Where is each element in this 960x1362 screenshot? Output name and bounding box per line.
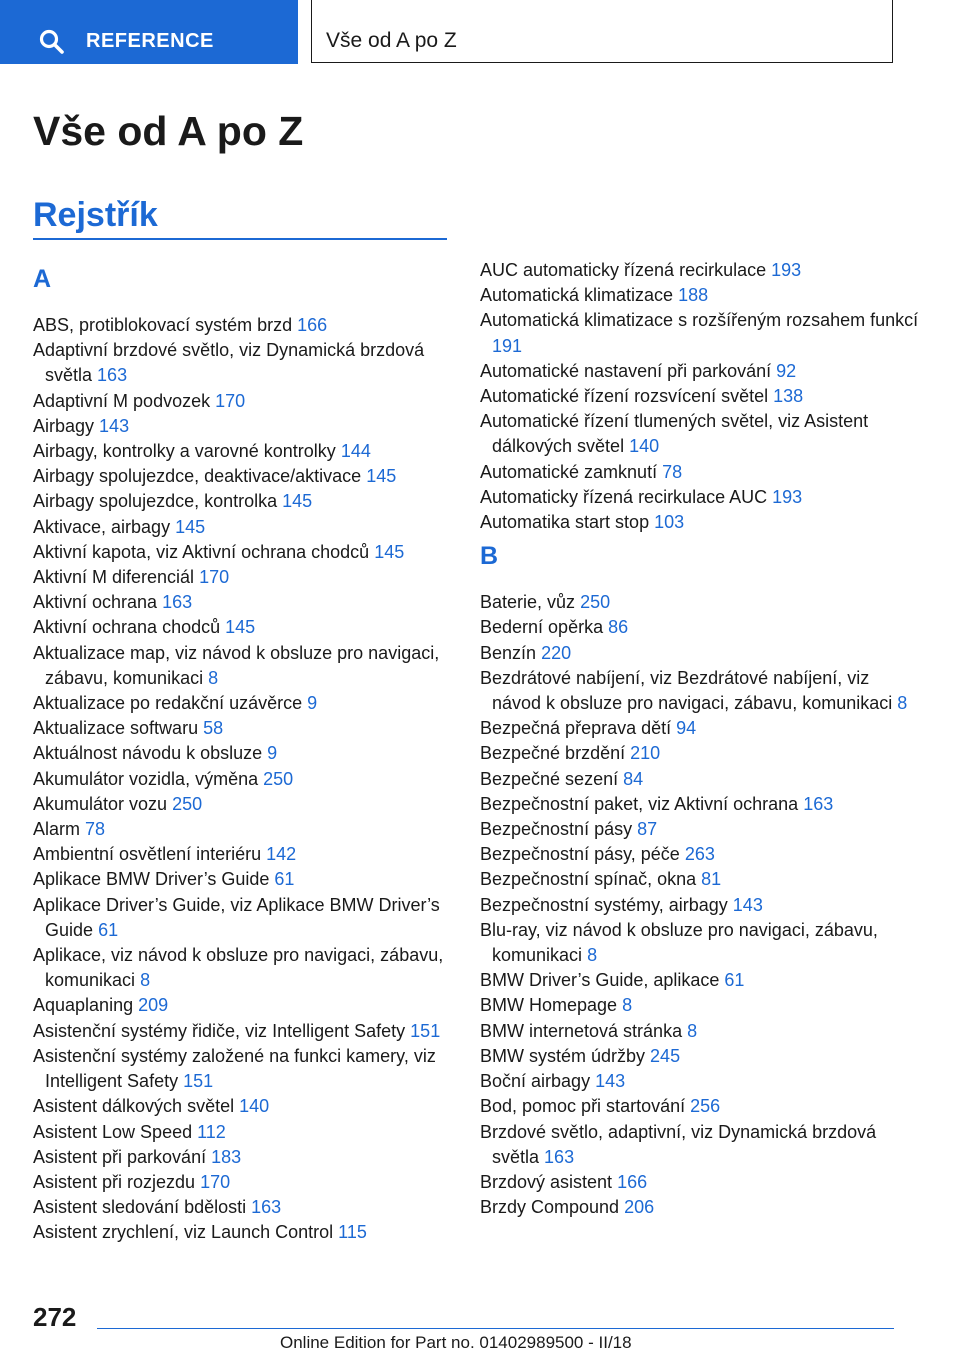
index-entry-text: Baterie, vůz xyxy=(480,592,576,613)
index-entry xyxy=(480,893,920,918)
index-entry xyxy=(480,1195,920,1220)
index-page-link[interactable]: 256 xyxy=(690,1096,721,1117)
index-page-link[interactable]: 8 xyxy=(587,945,598,966)
page-number: 272 xyxy=(33,1302,77,1332)
index-entry xyxy=(480,258,920,283)
index-entry xyxy=(480,666,920,716)
index-entry-text: Asistent Low Speed xyxy=(33,1121,193,1142)
index-page-link[interactable]: 151 xyxy=(183,1071,214,1092)
index-entry xyxy=(33,1220,453,1245)
index-entry-text: Bezpečné sezení xyxy=(480,768,619,789)
index-entry-text: Bezpečnostní pásy xyxy=(480,819,633,840)
index-entry-text: Automatické zamknutí xyxy=(480,461,658,482)
index-entry xyxy=(33,691,453,716)
index-entry-text: Asistent při parkování xyxy=(33,1146,207,1167)
index-page-link[interactable]: 143 xyxy=(595,1071,626,1092)
search-icon xyxy=(38,28,66,56)
index-page-link[interactable]: 209 xyxy=(138,995,169,1016)
index-page-link[interactable]: 250 xyxy=(172,793,203,814)
index-entry-text: Bezpečnostní paket, viz Aktivní ochrana xyxy=(480,793,799,814)
index-entry-text: Automatické řízení tlumených světel, viz Asistent dálkových světel xyxy=(480,411,869,457)
index-page-link[interactable]: 94 xyxy=(676,718,697,739)
index-entry xyxy=(33,338,453,388)
index-entry xyxy=(480,460,920,485)
index-page-link[interactable]: 170 xyxy=(200,1171,231,1192)
index-entry xyxy=(33,515,453,540)
index-entry xyxy=(33,464,453,489)
index-entry xyxy=(33,489,453,514)
index-entry xyxy=(480,918,920,968)
index-entry-text: Aktivní kapota, viz Aktivní ochrana chodců xyxy=(33,541,370,562)
index-page-link[interactable]: 9 xyxy=(307,693,318,714)
index-entry-text: BMW systém údržby xyxy=(480,1045,646,1066)
index-entry xyxy=(480,1044,920,1069)
index-page-link[interactable]: 92 xyxy=(776,360,797,381)
index-page-link[interactable]: 145 xyxy=(175,516,206,537)
index-entry xyxy=(480,1120,920,1170)
index-entry xyxy=(33,993,453,1018)
index-entry-text: Automaticky řízená recirkulace AUC xyxy=(480,486,768,507)
index-entry-text: Bezpečnostní systémy, airbagy xyxy=(480,894,728,915)
index-entry xyxy=(33,716,453,741)
index-entry xyxy=(480,842,920,867)
index-entry xyxy=(33,741,453,766)
index-letter-heading: B xyxy=(480,542,499,571)
index-entry-text: Bezpečné brzdění xyxy=(480,743,626,764)
section-title: Rejstřík xyxy=(33,196,158,234)
index-page-link[interactable]: 112 xyxy=(197,1121,226,1142)
index-entry-text: BMW Homepage xyxy=(480,995,618,1016)
index-page-link[interactable]: 193 xyxy=(771,260,802,280)
index-entry xyxy=(480,485,920,510)
index-page-link[interactable]: 61 xyxy=(274,869,295,890)
index-page-link[interactable]: 87 xyxy=(637,819,658,840)
index-entry xyxy=(33,590,453,615)
index-entry-text: Bederní opěrka xyxy=(480,617,604,638)
index-entry xyxy=(33,1120,453,1145)
index-page-link[interactable]: 86 xyxy=(608,617,629,638)
index-entry xyxy=(480,510,920,535)
index-entry-text: Asistent při rozjezdu xyxy=(33,1171,196,1192)
index-entry-text: Bezdrátové nabíjení, viz Bezdrátové nabíjení, viz návod k obsluze pro navigaci, zábavu, komunikaci xyxy=(480,667,893,714)
index-entry xyxy=(480,1019,920,1044)
index-page-link[interactable]: 140 xyxy=(629,436,660,457)
index-entry xyxy=(480,359,920,384)
index-entry-text: ABS, protiblokovací systém brzd xyxy=(33,315,293,335)
index-entry-text: Brzdový asistent xyxy=(480,1171,613,1192)
index-entry xyxy=(480,1094,920,1119)
footer-edition: Online Edition for Part no. 01402989500 - II/18 xyxy=(280,1333,632,1352)
index-page-link[interactable]: 8 xyxy=(140,970,151,991)
index-entry-text: Automatika start stop xyxy=(480,512,650,533)
index-entry-text: BMW internetová stránka xyxy=(480,1020,683,1041)
index-page-link[interactable]: 183 xyxy=(211,1146,242,1167)
index-entry-text: Aktualizace map, viz návod k obsluze pro navigaci, zábavu, komunikaci xyxy=(33,642,440,688)
index-page-link[interactable]: 78 xyxy=(85,819,106,840)
index-entry-text: Aktualizace softwaru xyxy=(33,718,199,739)
index-entry-text: Bezpečnostní pásy, péče xyxy=(480,844,680,865)
index-entry-text: Akumulátor vozu xyxy=(33,793,168,814)
index-page-link[interactable]: 8 xyxy=(897,693,908,714)
index-entry xyxy=(33,389,453,414)
index-page-link[interactable]: 9 xyxy=(267,743,278,764)
index-entry xyxy=(480,792,920,817)
index-entry-text: Aquaplaning xyxy=(33,995,134,1016)
index-entry xyxy=(33,615,453,640)
index-entry xyxy=(480,741,920,766)
section-divider xyxy=(33,238,447,240)
index-page-link[interactable]: 250 xyxy=(263,768,294,789)
index-entry xyxy=(33,792,453,817)
index-entry-text: Asistent sledování bdělosti xyxy=(33,1197,247,1218)
index-entry xyxy=(480,767,920,792)
index-entry-text: Adaptivní M podvozek xyxy=(33,390,211,411)
index-entry xyxy=(33,439,453,464)
index-page-link[interactable]: 210 xyxy=(630,743,661,764)
index-page-link[interactable]: 166 xyxy=(617,1171,648,1192)
reference-tab[interactable] xyxy=(0,0,298,64)
index-page-link[interactable]: 145 xyxy=(225,617,256,638)
index-page-link[interactable]: 163 xyxy=(544,1146,575,1167)
index-entry-text: Automatická klimatizace xyxy=(480,285,674,306)
index-entry-text: Boční airbagy xyxy=(480,1071,591,1092)
index-entry xyxy=(480,283,920,308)
index-page-link[interactable]: 170 xyxy=(215,390,246,411)
index-entry xyxy=(33,1094,453,1119)
index-entry-text: Brzdy Compound xyxy=(480,1197,620,1218)
index-page-link[interactable]: 61 xyxy=(98,919,119,940)
index-entry-text: Aplikace, viz návod k obsluze pro navigaci, zábavu, komunikaci xyxy=(33,945,444,991)
index-page-link[interactable]: 163 xyxy=(162,592,193,613)
index-entry-text: Asistent dálkových světel xyxy=(33,1096,235,1117)
index-entry xyxy=(33,1019,453,1044)
index-entry-text: Aplikace Driver’s Guide, viz Aplikace BMW Driver’s Guide xyxy=(33,894,440,940)
page-title: Vše od A po Z xyxy=(33,108,304,154)
index-entry-text: Airbagy, kontrolky a varovné kontrolky xyxy=(33,441,336,462)
index-entry xyxy=(33,641,453,691)
index-entry-text: Brzdové světlo, adaptivní, viz Dynamická brzdová světla xyxy=(480,1121,877,1167)
index-page-link[interactable]: 8 xyxy=(622,995,633,1016)
index-page-link[interactable]: 145 xyxy=(282,491,313,512)
index-entry-text: Aktivní ochrana chodců xyxy=(33,617,221,638)
index-entry-text: Automatické řízení rozsvícení světel xyxy=(480,386,769,407)
index-page-link[interactable]: 163 xyxy=(97,365,128,386)
index-page-link[interactable]: 81 xyxy=(701,869,722,890)
index-page-link[interactable]: 8 xyxy=(208,667,219,688)
index-entry-text: Asistenční systémy řidiče, viz Intelligent Safety xyxy=(33,1020,406,1041)
index-entry-text: Benzín xyxy=(480,642,537,663)
index-page-link[interactable]: 263 xyxy=(684,844,715,865)
index-page-link[interactable]: 84 xyxy=(623,768,644,789)
index-entry-text: Asistent zrychlení, viz Launch Control xyxy=(33,1222,334,1243)
index-entry-text: Blu-ray, viz návod k obsluze pro navigaci, zábavu, komunikaci xyxy=(480,919,878,966)
index-entry xyxy=(33,943,453,993)
index-entry-text: Aktivace, airbagy xyxy=(33,516,171,537)
index-page-link[interactable]: 143 xyxy=(99,415,130,436)
index-page-link[interactable]: 188 xyxy=(678,285,709,306)
index-entry xyxy=(480,590,920,615)
index-page-link[interactable]: 143 xyxy=(732,894,763,915)
index-page-link[interactable]: 142 xyxy=(266,844,297,865)
index-page-link[interactable]: 250 xyxy=(580,592,611,613)
index-entry-text: Airbagy xyxy=(33,415,95,436)
index-entry-text: Automatické nastavení při parkování xyxy=(480,360,772,381)
index-entry xyxy=(33,893,453,943)
index-entry-text: Bezpečnostní spínač, okna xyxy=(480,869,697,890)
index-page-link[interactable]: 140 xyxy=(239,1096,270,1117)
index-page-link[interactable]: 8 xyxy=(687,1020,698,1041)
index-entry xyxy=(480,867,920,892)
index-entry xyxy=(480,993,920,1018)
index-entry-text: AUC automaticky řízená recirkulace xyxy=(480,260,767,280)
index-entry xyxy=(33,767,453,792)
index-entry xyxy=(33,1044,453,1094)
index-page-link[interactable]: 144 xyxy=(340,441,371,462)
index-page-link[interactable]: 191 xyxy=(492,335,523,356)
index-entry xyxy=(33,414,453,439)
footer-divider xyxy=(97,1328,894,1329)
index-entry xyxy=(33,540,453,565)
index-entry-text: Bod, pomoc při startování xyxy=(480,1096,686,1117)
index-entry xyxy=(33,1145,453,1170)
index-page-link[interactable]: 103 xyxy=(654,512,685,533)
index-page-link[interactable]: 220 xyxy=(541,642,572,663)
index-entry xyxy=(480,308,920,358)
index-entry xyxy=(480,1069,920,1094)
index-entry xyxy=(33,842,453,867)
index-entry xyxy=(33,867,453,892)
index-entry-text: Aktuálnost návodu k obsluze xyxy=(33,743,263,764)
index-page-link[interactable]: 163 xyxy=(251,1197,282,1218)
index-page-link[interactable]: 170 xyxy=(199,567,230,588)
index-entry xyxy=(480,615,920,640)
index-page-link[interactable]: 145 xyxy=(366,466,397,487)
index-column-right xyxy=(480,258,920,1220)
index-entry xyxy=(33,313,453,338)
index-entry-text: Alarm xyxy=(33,819,81,840)
index-entry-text: Airbagy spolujezdce, deaktivace/aktivace xyxy=(33,466,362,487)
reference-tab-label: REFERENCE xyxy=(86,30,214,52)
index-entry-text: Aplikace BMW Driver’s Guide xyxy=(33,869,270,890)
index-letter-heading: A xyxy=(33,265,52,293)
index-page-link[interactable]: 193 xyxy=(772,486,803,507)
index-entry xyxy=(33,565,453,590)
index-entry-text: Asistenční systémy založené na funkci kamery, viz Intelligent Safety xyxy=(33,1045,436,1092)
chapter-header-label: Vše od A po Z xyxy=(326,29,457,52)
index-entry-text: BMW Driver’s Guide, aplikace xyxy=(480,970,720,991)
index-entry-text: Airbagy spolujezdce, kontrolka xyxy=(33,491,278,512)
index-entry-text: Adaptivní brzdové světlo, viz Dynamická brzdová světla xyxy=(33,340,425,386)
index-column-left xyxy=(33,258,453,1246)
index-entry-text: Bezpečná přeprava dětí xyxy=(480,718,672,739)
index-page-link[interactable]: 138 xyxy=(773,386,804,407)
index-entry xyxy=(480,409,920,459)
index-page-link[interactable]: 206 xyxy=(624,1197,655,1218)
index-page-link[interactable]: 166 xyxy=(297,315,328,335)
index-page-link[interactable]: 245 xyxy=(650,1045,681,1066)
index-entry-text: Ambientní osvětlení interiéru xyxy=(33,844,262,865)
index-page-link[interactable]: 145 xyxy=(374,541,405,562)
index-entry xyxy=(480,968,920,993)
index-entry xyxy=(480,716,920,741)
index-page-link[interactable]: 58 xyxy=(203,718,224,739)
index-entry-text: Automatická klimatizace s rozšířeným rozsahem funkcí xyxy=(480,310,919,331)
index-entry xyxy=(33,817,453,842)
index-entry-text: Aktivní M diferenciál xyxy=(33,567,195,588)
index-page-link[interactable]: 163 xyxy=(803,793,834,814)
index-entry xyxy=(480,641,920,666)
index-entry xyxy=(33,1170,453,1195)
index-page-link[interactable]: 115 xyxy=(338,1222,367,1243)
index-entry xyxy=(480,384,920,409)
index-page-link[interactable]: 61 xyxy=(724,970,745,991)
index-entry-text: Aktivní ochrana xyxy=(33,592,158,613)
chapter-header xyxy=(311,0,893,63)
index-entry-text: Akumulátor vozidla, výměna xyxy=(33,768,259,789)
index-entry xyxy=(33,1195,453,1220)
index-entry-text: Aktualizace po redakční uzávěrce xyxy=(33,693,303,714)
index-entry xyxy=(480,1170,920,1195)
index-page-link[interactable]: 151 xyxy=(410,1020,441,1041)
index-page-link[interactable]: 78 xyxy=(662,461,683,482)
index-entry xyxy=(480,817,920,842)
